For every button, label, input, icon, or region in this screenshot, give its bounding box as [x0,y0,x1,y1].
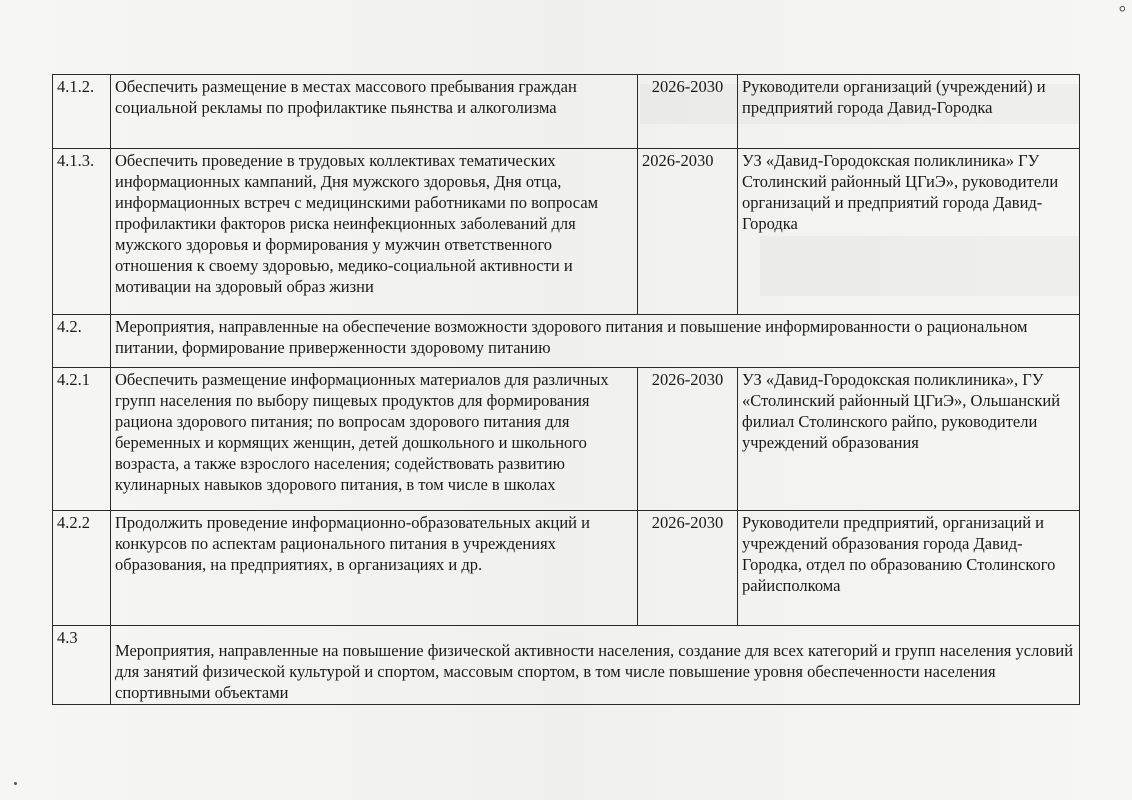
scan-speck [14,782,17,785]
measures-table [52,74,1080,705]
item-description: Продолжить проведение информационно-образовательных акций и конкурсов по аспектам рационального питания в учреждениях образования, на предприятиях, в организациях и др. [111,511,638,626]
item-period: 2026-2030 [638,511,738,626]
section-row [53,626,1080,705]
table-row [53,368,1080,511]
item-number: 4.1.3. [53,149,111,315]
item-description: Обеспечить размещение информационных материалов для различных групп населения по выбору пищевых продуктов для формирования рациона здорового питания; по вопросам здорового питания для беременных и кормящих женщин, детей дошкольного и школьного возраста, а также взрослого населения; содействовать развитию кулинарных навыков здорового питания, в том числе в школах [111,368,638,511]
table-row [53,149,1080,315]
item-period: 2026-2030 [638,75,738,149]
section-title: Мероприятия, направленные на повышение физической активности населения, создание для всех категорий и групп населения условий для занятий физической культурой и спортом, массовым спортом, в том числе повышение уровня обеспеченности населения спортивными объектами [111,626,1080,705]
item-number: 4.2.2 [53,511,111,626]
section-title: Мероприятия, направленные на обеспечение возможности здорового питания и повышение информированности о рациональном питании, формирование приверженности здоровому питанию [111,315,1080,368]
item-period: 2026-2030 [638,149,738,315]
item-responsible: Руководители организаций (учреждений) и предприятий города Давид-Городка [738,75,1080,149]
section-number: 4.2. [53,315,111,368]
item-description: Обеспечить размещение в местах массового пребывания граждан социальной рекламы по профилактике пьянства и алкоголизма [111,75,638,149]
section-row [53,315,1080,368]
item-description: Обеспечить проведение в трудовых коллективах тематических информационных кампаний, Дня мужского здоровья, Дня отца, информационных встреч с медицинскими работниками по вопросам профилактики факторов риска неинфекционных заболеваний для мужского здоровья и формирования у мужчин ответственного отношения к своему здоровью, медико-социальной активности и мотивации на здоровый образ жизни [111,149,638,315]
item-period: 2026-2030 [638,368,738,511]
item-number: 4.1.2. [53,75,111,149]
corner-mark: ° [1118,2,1126,22]
table-row [53,511,1080,626]
item-number: 4.2.1 [53,368,111,511]
item-responsible: Руководители предприятий, организаций и учреждений образования города Давид-Городка, отдел по образованию Столинского райисполкома [738,511,1080,626]
item-responsible: УЗ «Давид-Городокская поликлиника» ГУ Столинский районный ЦГиЭ», руководители организаций и предприятий города Давид-Городка [738,149,1080,315]
item-responsible: УЗ «Давид-Городокская поликлиника», ГУ «Столинский районный ЦГиЭ», Ольшанский филиал Столинского райпо, руководители учреждений образования [738,368,1080,511]
section-number: 4.3 [53,626,111,705]
table-row [53,75,1080,149]
